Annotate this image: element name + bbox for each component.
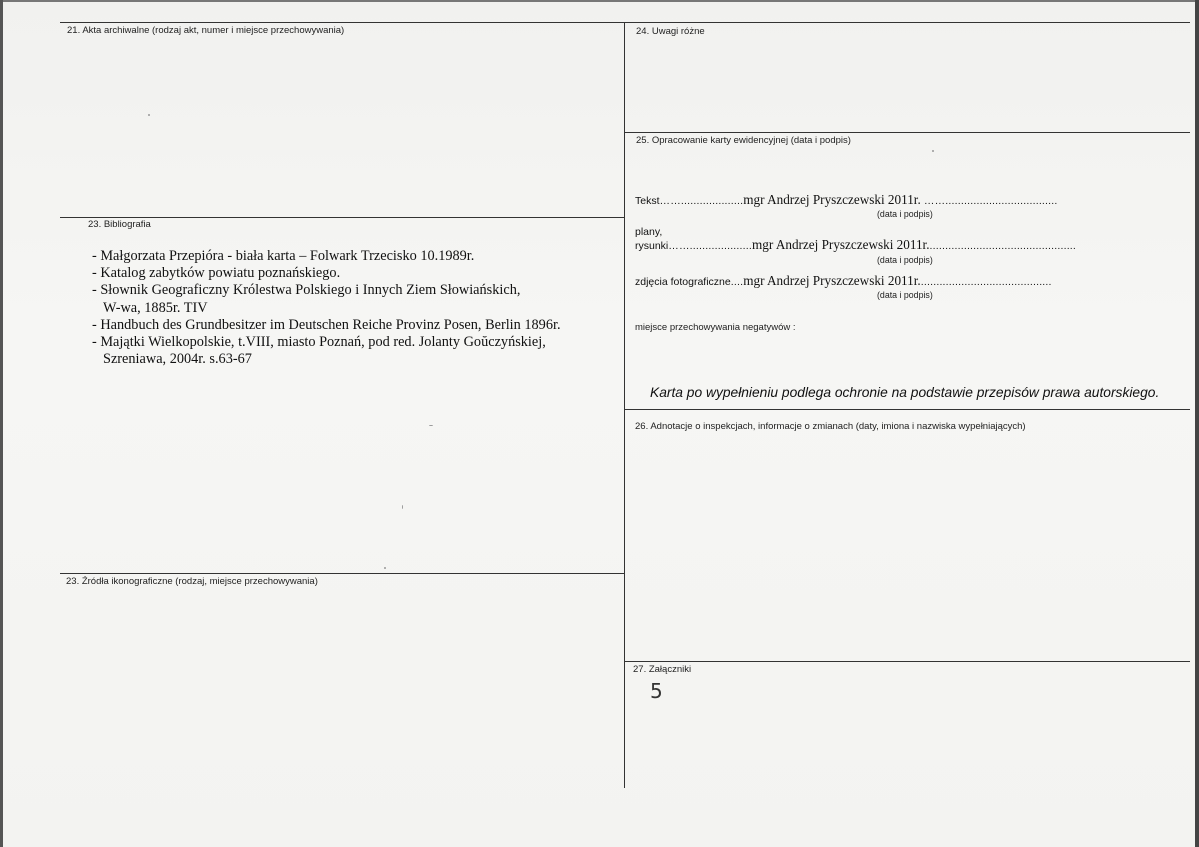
plany-field-label: plany, [635, 226, 663, 238]
scan-speck [932, 150, 934, 152]
scan-edge-right [1195, 0, 1199, 847]
bibliography-item-continuation: W-wa, 1885r. TIV [103, 299, 208, 316]
bibliography-item [92, 334, 561, 368]
attachments-count: 5 [650, 679, 663, 703]
tekst-author: mgr Andrzej Pryszczewski 2011r. [743, 192, 921, 207]
section-26-label: 26. Adnotacje o inspekcjach, informacje o zmianach (daty, imiona i nazwiska wypełniających) [635, 421, 1026, 432]
scan-speck [402, 505, 403, 509]
rule-section-26 [625, 409, 1190, 410]
rule-section-25 [625, 132, 1190, 133]
rule-section-27 [625, 661, 1190, 662]
rysunki-field-label: rysunki [635, 240, 669, 252]
bibliography-list [92, 248, 561, 368]
bibliography-item: - Handbuch des Grundbesitzer im Deutschen Reiche Provinz Posen, Berlin 1896r. [92, 316, 561, 333]
copyright-notice: Karta po wypełnieniu podlega ochronie na podstawie przepisów prawa autorskiego. [650, 385, 1160, 400]
rysunki-caption: (data i podpis) [877, 255, 933, 265]
bibliography-item-line: - Słownik Geograficzny Królestwa Polskiego i Innych Ziem Słowiańskich, [92, 282, 521, 299]
zdjecia-caption: (data i podpis) [877, 290, 933, 300]
bibliography-item-continuation: Szreniawa, 2004r. s.63-67 [103, 351, 252, 368]
scan-edge-left [0, 0, 3, 847]
zdjecia-author: mgr Andrzej Pryszczewski 2011r. [743, 273, 921, 288]
zdjecia-dots-before: .... [730, 276, 744, 288]
scan-speck [148, 114, 150, 116]
tekst-field-label: Tekst [635, 195, 660, 207]
section-27-label: 27. Załączniki [633, 664, 692, 675]
section-23-iconographic-label: 23. Źródła ikonograficzne (rodzaj, miejsce przechowywania) [66, 576, 318, 587]
section-25-label: 25. Opracowanie karty ewidencyjnej (data i podpis) [636, 135, 851, 146]
scan-speck [384, 567, 386, 569]
bibliography-item [92, 282, 561, 316]
rysunki-dots-before: …….................... [668, 240, 753, 252]
tekst-caption: (data i podpis) [877, 209, 933, 219]
tekst-row [635, 191, 1058, 209]
scan-speck [429, 425, 433, 426]
zdjecia-dots-after: .......................................... [920, 276, 1052, 288]
section-23-bibliography-label: 23. Bibliografia [88, 219, 151, 230]
top-rule [60, 22, 1190, 23]
bibliography-item: - Małgorzata Przepióra - biała karta – Folwark Trzecisko 10.1989r. [92, 248, 475, 264]
zdjecia-field-label: zdjęcia fotograficzne [635, 276, 731, 288]
column-divider [624, 22, 625, 788]
zdjecia-row [635, 272, 1052, 290]
bibliography-item-line: - Majątki Wielkopolskie, t.VIII, miasto Poznań, pod red. Jolanty Goŭczyńskiej, [92, 334, 546, 351]
negatives-location-label: miejsce przechowywania negatywów : [635, 322, 796, 333]
bibliography-item: - Katalog zabytków powiatu poznańskiego. [92, 265, 341, 282]
rysunki-author: mgr Andrzej Pryszczewski 2011r. [752, 237, 930, 252]
section-24-label: 24. Uwagi różne [636, 26, 705, 37]
rule-section-23 [60, 217, 625, 218]
rysunki-row [635, 236, 1076, 254]
section-21-label: 21. Akta archiwalne (rodzaj akt, numer i miejsce przechowywania) [67, 25, 345, 36]
rysunki-dots-after: ............................................... [929, 240, 1077, 252]
rule-section-23-icono [60, 573, 625, 574]
scan-edge-top [0, 0, 1199, 2]
tekst-dots-before: …….................... [659, 195, 744, 207]
tekst-dots-after: …….................................... [920, 195, 1058, 207]
